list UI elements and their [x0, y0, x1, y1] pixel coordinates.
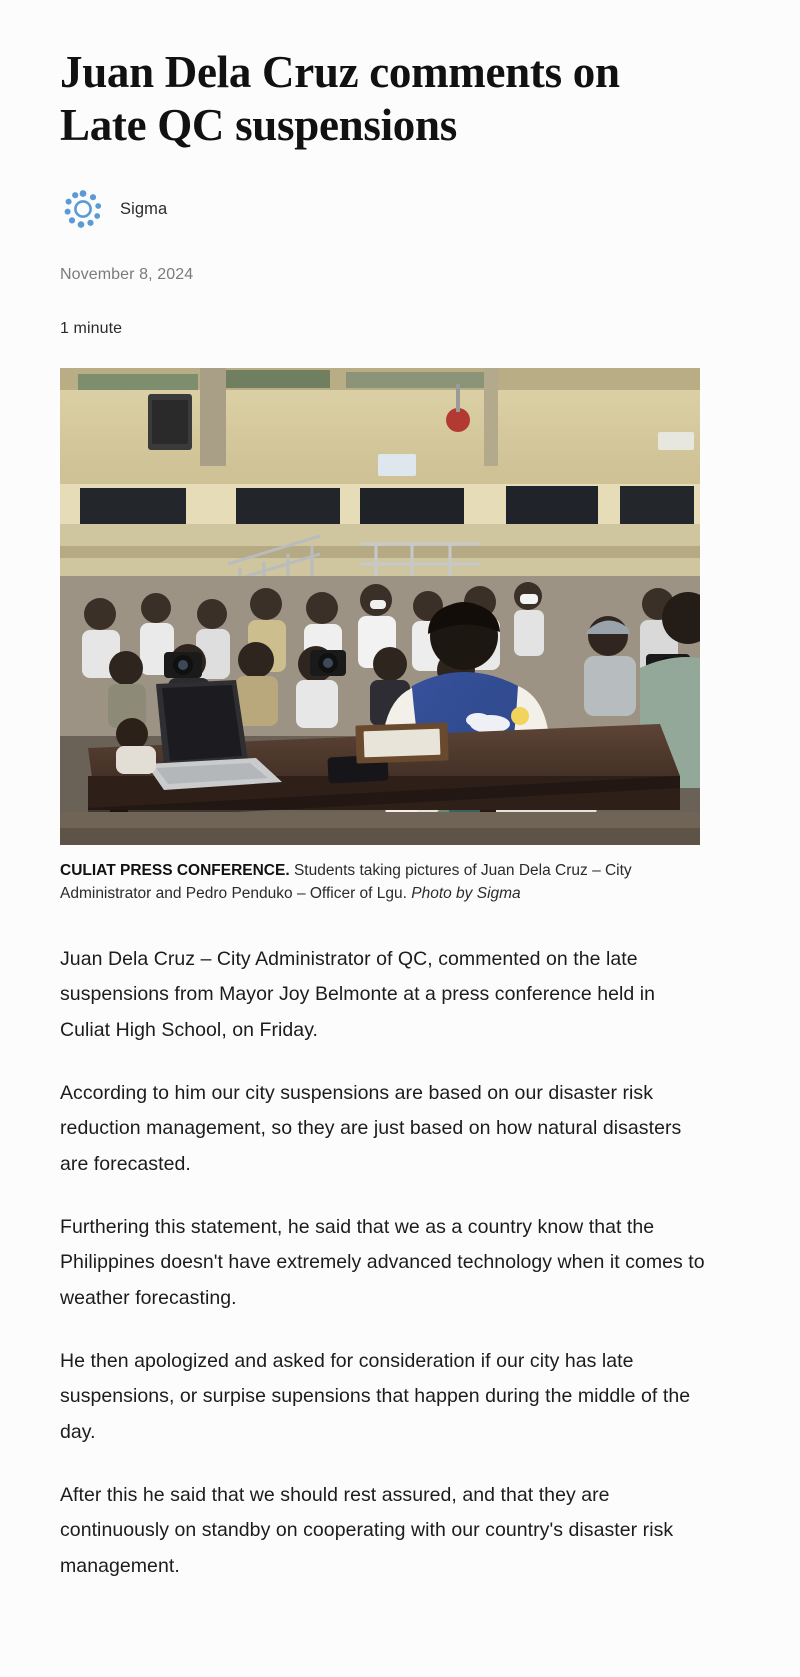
sigma-logo-icon — [60, 186, 106, 232]
author-name[interactable]: Sigma — [120, 199, 168, 218]
image-caption — [60, 859, 700, 906]
publish-date: November 8, 2024 — [60, 266, 194, 284]
body-paragraph: He then apologized and asked for consideration if our city has late suspensions, or surpise supensions that happen during the middle of the day. — [60, 1349, 691, 1444]
page-title: Juan Dela Cruz comments on Late QC suspensions — [60, 47, 620, 151]
body-paragraph: After this he said that we should rest assured, and that they are continuously on standby on cooperating with our country's disaster risk management. — [60, 1483, 674, 1578]
caption-text: Students taking pictures of Juan Dela Cruz – City Administrator and Pedro Penduko – Officer of Lgu. — [60, 862, 632, 903]
caption-lead: CULIAT PRESS CONFERENCE. — [60, 862, 290, 880]
byline — [60, 186, 740, 232]
body-paragraph: Juan Dela Cruz – City Administrator of QC, commented on the late suspensions from Mayor Joy Belmonte at a press conference held in Culiat High School, on Friday. — [60, 947, 656, 1042]
body-paragraph: Furthering this statement, he said that we as a country know that the Philippines doesn't have extremely advanced technology when it comes to weather forecasting. — [60, 1215, 705, 1310]
article-container — [60, 0, 740, 1625]
caption-credit: Photo by Sigma — [411, 885, 521, 903]
article-hero-image — [60, 368, 700, 845]
read-time: 1 minute — [60, 320, 123, 338]
body-paragraph: According to him our city suspensions are based on our disaster risk reduction management, so they are just based on how natural disasters are forecasted. — [60, 1081, 682, 1176]
